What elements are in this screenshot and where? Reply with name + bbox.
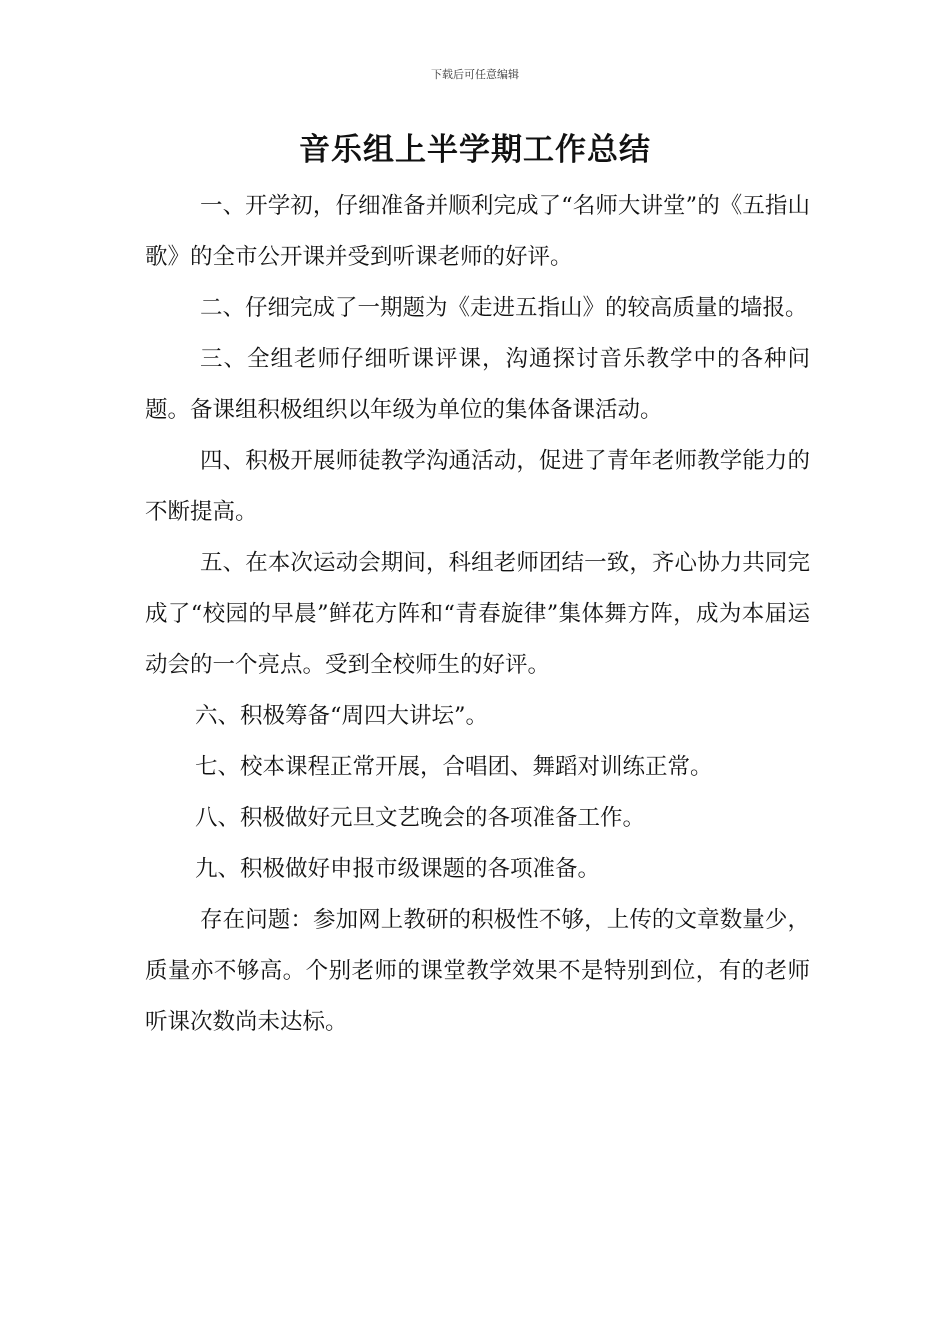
paragraph-4: 四、积极开展师徒教学沟通活动，促进了青年老师教学能力的不断提高。 — [145, 448, 810, 525]
paragraph-9: 九、积极做好申报市级课题的各项准备。 — [195, 856, 601, 882]
document-title: 音乐组上半学期工作总结 — [299, 132, 651, 168]
paragraph-2: 二、仔细完成了一期题为《走进五指山》的较高质量的墙报。 — [200, 295, 808, 321]
paragraph-5: 五、在本次运动会期间，科组老师团结一致，齐心协力共同完成了“校园的早晨”鲜花方阵和“青春旋律”集体舞方阵，成为本届运动会的一个亮点。受到全校师生的好评。 — [145, 550, 810, 678]
paragraph-3: 三、全组老师仔细听课评课，沟通探讨音乐教学中的各种问题。备课组积极组织以年级为单位的集体备课活动。 — [145, 346, 810, 423]
paragraph-issues: 存在问题：参加网上教研的积极性不够，上传的文章数量少，质量亦不够高。个别老师的课堂教学效果不是特别到位，有的老师听课次数尚未达标。 — [145, 907, 810, 1035]
paragraph-6: 六、积极筹备“周四大讲坛”。 — [195, 703, 489, 729]
paragraph-1: 一、开学初，仔细准备并顺利完成了“名师大讲堂”的《五指山歌》的全市公开课并受到听课老师的好评。 — [145, 193, 810, 270]
paragraph-7: 七、校本课程正常开展，合唱团、舞蹈对训练正常。 — [195, 754, 713, 780]
paragraph-8: 八、积极做好元旦文艺晚会的各项准备工作。 — [195, 805, 646, 831]
document-body — [145, 181, 810, 1048]
header-note: 下载后可任意编辑 — [431, 68, 519, 81]
